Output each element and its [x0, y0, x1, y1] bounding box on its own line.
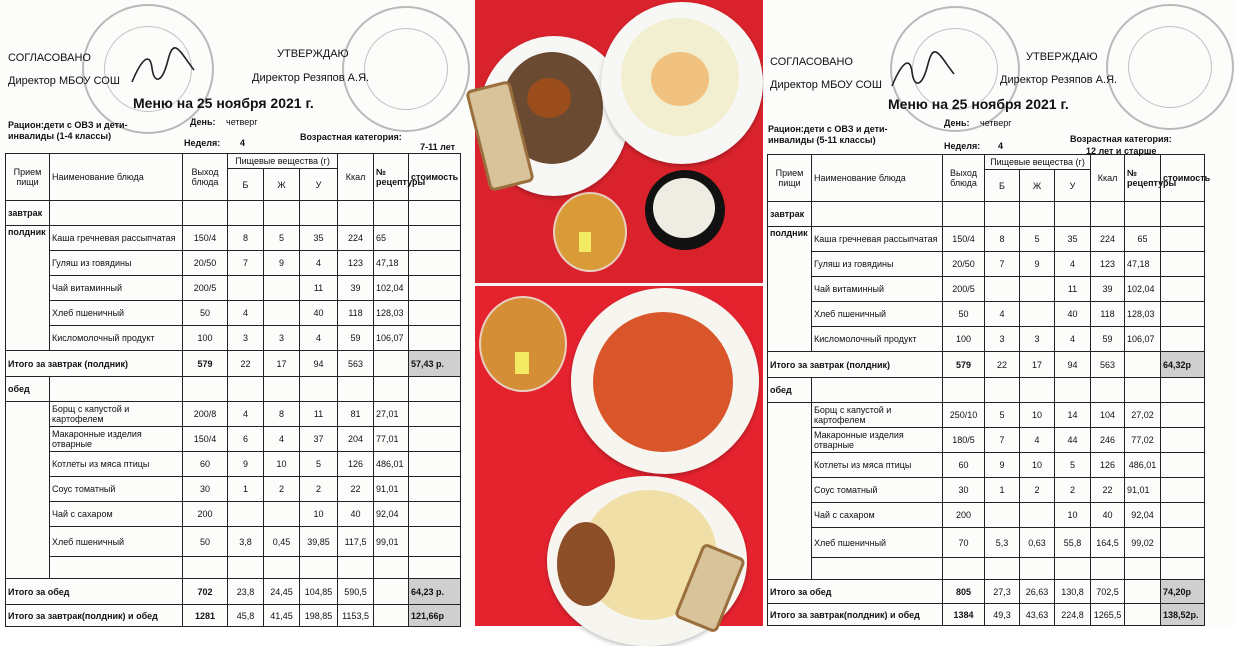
table-row: Соус томатный 30 1 2 2 22 91,01: [6, 477, 461, 502]
lemon-slice: [579, 232, 591, 252]
menu-title: Меню на 25 ноября 2021 г.: [133, 95, 314, 111]
breakfast-total-row: Итого за завтрак (полдник) 579 22 17 94 563 57,43 р.: [6, 351, 461, 377]
dish-name: Каша гречневая рассыпчатая: [50, 226, 183, 251]
table-row: Хлеб пшеничный 50 3,8 0,45 39,85 117,5 99,01: [6, 527, 461, 557]
agreed-label: СОГЛАСОВАНО: [770, 56, 853, 68]
table-row: полдник Каша гречневая рассыпчатая 150/4 8 5 35 224 65: [6, 226, 461, 251]
col-b-header: Б: [228, 169, 264, 201]
week-label: Неделя:: [184, 138, 221, 148]
dish-name: Котлеты из мяса птицы: [812, 453, 943, 478]
meal-lunch-label: обед: [6, 377, 50, 402]
director-signature: [888, 52, 958, 92]
table-row: Кисломолочный продукт 100 3 3 4 59 106,07: [6, 326, 461, 351]
borscht-soup: [593, 312, 733, 452]
director-name: Директор Резяпов А.Я.: [252, 72, 370, 84]
table-row: Соус томатный 30 1 2 2 22 91,01: [768, 478, 1205, 503]
col-output-header: Выход блюда: [943, 155, 985, 202]
week-value: 4: [998, 141, 1004, 151]
dish-name: Чай с сахаром: [50, 502, 183, 527]
meal-photos: [475, 0, 763, 626]
kefir-surface: [653, 178, 715, 238]
week-label: Неделя:: [944, 141, 981, 151]
grand-total-cost: 138,52р.: [1161, 604, 1205, 626]
lunch-total-row: Итого за обед 805 27,3 26,63 130,8 702,5 74,20р: [768, 580, 1205, 604]
table-row: Борщ с капустой и картофелем 250/10 5 10 14 104 27,02: [768, 403, 1205, 428]
dish-name: Чай витаминный: [50, 276, 183, 301]
agreed-label: СОГЛАСОВАНО: [8, 52, 91, 64]
meal-lunch-label: обед: [768, 378, 812, 403]
age-category-value: 7-11 лет: [420, 142, 455, 152]
col-zh-header: Ж: [1020, 170, 1055, 202]
menu-table: [767, 154, 1211, 626]
meal-snack-label: полдник: [768, 227, 812, 352]
col-u-header: У: [300, 169, 338, 201]
menu-title: Меню на 25 ноября 2021 г.: [888, 96, 1069, 112]
table-row: Гуляш из говядины 20/50 7 9 4 123 47,18: [768, 252, 1205, 277]
table-row: Чай витаминный 200/5 11 39 102,04: [768, 277, 1205, 302]
dish-name: Хлеб пшеничный: [50, 527, 183, 557]
week-value: 4: [240, 138, 246, 148]
seal-stamp-2-inner-ring: [1128, 26, 1212, 108]
approve-label: УТВЕРЖДАЮ: [1026, 51, 1098, 63]
table-row: Макаронные изделия отварные 150/4 6 4 37 204 77,01: [6, 427, 461, 452]
table-row: Хлеб пшеничный 50 4 40 118 128,03: [6, 301, 461, 326]
approve-label: УТВЕРЖДАЮ: [277, 48, 349, 60]
lemon-slice: [515, 352, 529, 374]
day-value: четверг: [980, 118, 1012, 128]
lunch-total-cost: 74,20р: [1161, 580, 1205, 604]
day-label: День:: [190, 117, 216, 127]
col-recipe-header: № рецептуры: [374, 154, 409, 201]
dish-name: Кисломолочный продукт: [812, 327, 943, 352]
lunch-total-cost: 64,23 р.: [409, 579, 461, 605]
dish-name: Соус томатный: [50, 477, 183, 502]
goulash-topping: [527, 78, 571, 118]
table-row: полдник Каша гречневая рассыпчатая 150/4 8 5 35 224 65: [768, 227, 1205, 252]
day-value: четверг: [226, 117, 258, 127]
table-row: Кисломолочный продукт 100 3 3 4 59 106,07: [768, 327, 1205, 352]
col-kcal-header: Ккал: [1091, 155, 1125, 202]
breakfast-total-cost: 57,43 р.: [409, 351, 461, 377]
col-dish-header: Наименование блюда: [50, 154, 183, 201]
col-nutrients-header: Пищевые вещества (г): [228, 154, 338, 169]
dish-name: Котлеты из мяса птицы: [50, 452, 183, 477]
table-row: Чай витаминный 200/5 11 39 102,04: [6, 276, 461, 301]
table-row: Котлеты из мяса птицы 60 9 10 5 126 486,01: [768, 453, 1205, 478]
breakfast-total-label: Итого за завтрак (полдник): [6, 351, 183, 377]
dish-name: Чай с сахаром: [812, 503, 943, 528]
col-u-header: У: [1055, 170, 1091, 202]
age-category-label: Возрастная категория:: [300, 132, 402, 142]
school-director-label: Директор МБОУ СОШ: [770, 79, 882, 91]
carrot-strands: [651, 52, 709, 106]
grand-total-row: Итого за завтрак(полдник) и обед 1281 45,8 41,45 198,85 1153,5 121,66р: [6, 605, 461, 627]
meal-breakfast-label: завтрак: [768, 202, 812, 227]
col-cost-header: стоимость: [1161, 155, 1205, 202]
col-output-header: Выход блюда: [183, 154, 228, 201]
col-dish-header: Наименование блюда: [812, 155, 943, 202]
col-b-header: Б: [985, 170, 1020, 202]
dish-name: Хлеб пшеничный: [812, 528, 943, 558]
lunch-total-row: Итого за обед 702 23,8 24,45 104,85 590,5 64,23 р.: [6, 579, 461, 605]
dish-name: Чай витаминный: [812, 277, 943, 302]
lunch-total-label: Итого за обед: [768, 580, 943, 604]
dish-name: Кисломолочный продукт: [50, 326, 183, 351]
col-nutrients-header: Пищевые вещества (г): [985, 155, 1091, 170]
table-row: Хлеб пшеничный 70 5,3 0,63 55,8 164,5 99,02: [768, 528, 1205, 558]
col-kcal-header: Ккал: [338, 154, 374, 201]
chicken-cutlet: [557, 522, 615, 606]
dish-name: Борщ с капустой и картофелем: [812, 403, 943, 428]
table-row: Котлеты из мяса птицы 60 9 10 5 126 486,01: [6, 452, 461, 477]
table-row: Чай с сахаром 200 10 40 92,04: [6, 502, 461, 527]
dish-name: Гуляш из говядины: [50, 251, 183, 276]
dish-name: Хлеб пшеничный: [50, 301, 183, 326]
director-signature: [128, 48, 198, 88]
table-row: Борщ с капустой и картофелем 200/8 4 8 11 81 27,01: [6, 402, 461, 427]
grand-total-row: Итого за завтрак(полдник) и обед 1384 49,3 43,63 224,8 1265,5 138,52р.: [768, 604, 1205, 626]
menu-document-primary: [0, 0, 472, 626]
ration-label: Рацион:дети с ОВЗ и дети-инвалиды (1-4 классы): [8, 120, 128, 141]
grand-total-label: Итого за завтрак(полдник) и обед: [768, 604, 943, 626]
school-director-label: Директор МБОУ СОШ: [8, 75, 120, 87]
col-recipe-header: № рецептуры: [1125, 155, 1161, 202]
dish-name: Борщ с капустой и картофелем: [50, 402, 183, 427]
table-row: Гуляш из говядины 20/50 7 9 4 123 47,18: [6, 251, 461, 276]
table-row: Макаронные изделия отварные 180/5 7 4 44 246 77,02: [768, 428, 1205, 453]
day-label: День:: [944, 118, 970, 128]
menu-document-secondary: [764, 0, 1235, 626]
table-row: Хлеб пшеничный 50 4 40 118 128,03: [768, 302, 1205, 327]
ration-label: Рацион:дети с ОВЗ и дети-инвалиды (5-11 классы): [768, 124, 888, 145]
grand-total-label: Итого за завтрак(полдник) и обед: [6, 605, 183, 627]
grand-total-cost: 121,66р: [409, 605, 461, 627]
breakfast-total-cost: 64,32р: [1161, 352, 1205, 378]
dish-name: Каша гречневая рассыпчатая: [812, 227, 943, 252]
age-category-value: 12 лет и старше: [1086, 146, 1157, 156]
director-name: Директор Резяпов А.Я.: [1000, 74, 1118, 86]
lunch-total-label: Итого за обед: [6, 579, 183, 605]
dish-name: Макаронные изделия отварные: [50, 427, 183, 452]
col-cost-header: стоимость: [409, 154, 461, 201]
menu-table: [5, 153, 461, 627]
seal-stamp-2-inner-ring: [364, 28, 448, 110]
dish-name: Хлеб пшеничный: [812, 302, 943, 327]
breakfast-total-row: Итого за завтрак (полдник) 579 22 17 94 563 64,32р: [768, 352, 1205, 378]
table-row: Чай с сахаром 200 10 40 92,04: [768, 503, 1205, 528]
dish-name: Макаронные изделия отварные: [812, 428, 943, 453]
dish-name: Соус томатный: [812, 478, 943, 503]
lunch-photo: [475, 286, 763, 626]
breakfast-total-label: Итого за завтрак (полдник): [768, 352, 943, 378]
col-meal-header: Прием пищи: [768, 155, 812, 202]
meal-snack-label: полдник: [6, 226, 50, 351]
col-meal-header: Прием пищи: [6, 154, 50, 201]
meal-breakfast-label: завтрак: [6, 201, 50, 226]
col-zh-header: Ж: [264, 169, 300, 201]
breakfast-photo: [475, 0, 763, 283]
tea-glass: [479, 296, 567, 392]
age-category-label: Возрастная категория:: [1070, 134, 1172, 144]
dish-name: Гуляш из говядины: [812, 252, 943, 277]
